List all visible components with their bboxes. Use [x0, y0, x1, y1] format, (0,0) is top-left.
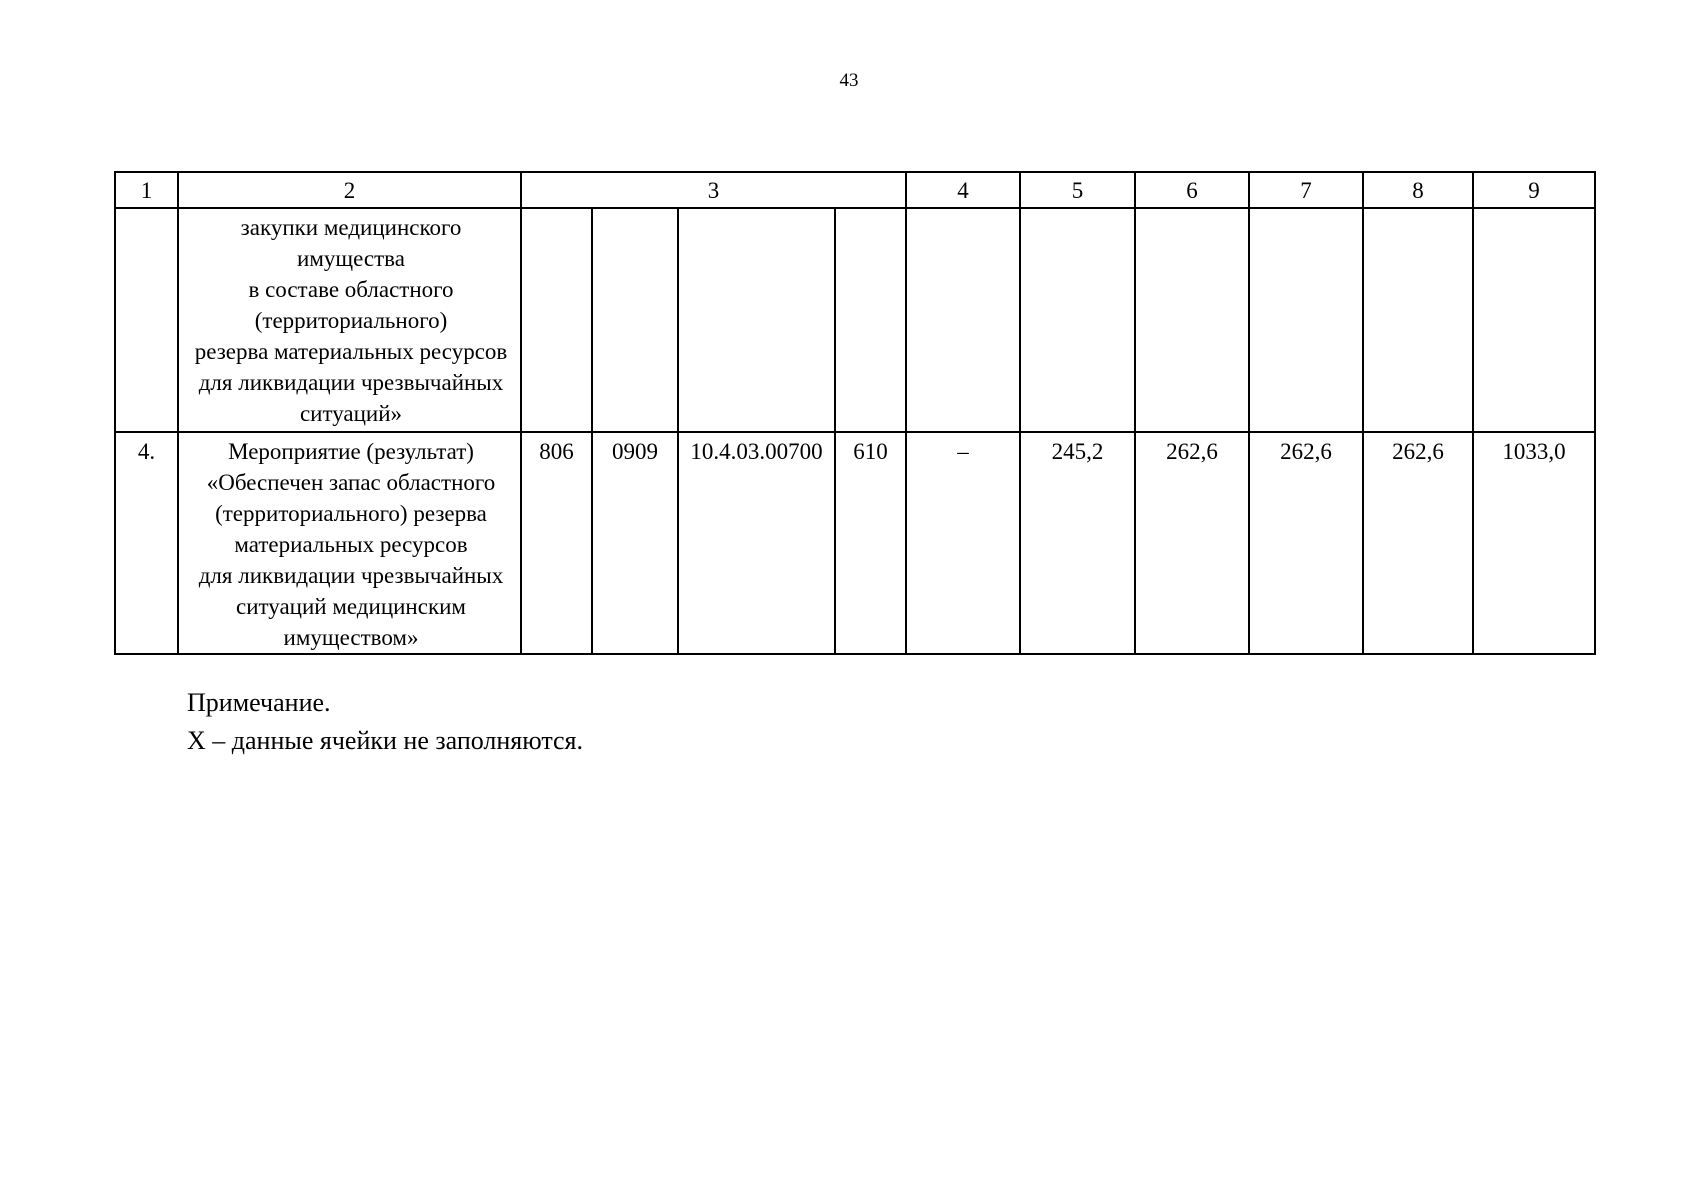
cell-col-8: 262,6 [1363, 432, 1473, 654]
description-line: для ликвидации чрезвычайных [198, 563, 504, 588]
cell-col-7: 262,6 [1249, 432, 1363, 654]
description-line: (территориального) [254, 308, 448, 333]
description-line: в составе областного [248, 277, 454, 302]
code-expense-type [835, 208, 906, 432]
description-line: имуществом» [283, 625, 419, 650]
column-number-2: 2 [178, 172, 521, 208]
cell-col-8 [1363, 208, 1473, 432]
code-department: 806 [521, 432, 592, 654]
table-row [115, 208, 1595, 432]
column-number-3: 3 [521, 172, 906, 208]
description-line: имущества [297, 246, 405, 271]
code-department [521, 208, 592, 432]
row-description [178, 208, 521, 432]
table-note [187, 684, 583, 760]
note-title: Примечание. [187, 688, 331, 717]
column-number-9: 9 [1473, 172, 1595, 208]
column-number-1: 1 [115, 172, 178, 208]
cell-col-9: 1033,0 [1473, 432, 1595, 654]
description-line: для ликвидации чрезвычайных [198, 370, 504, 395]
row-description [178, 432, 521, 654]
note-text: Х – данные ячейки не заполняются. [187, 726, 584, 755]
cell-col-6 [1135, 208, 1249, 432]
code-section: 0909 [592, 432, 678, 654]
description-line: резерва материальных ресурсов [194, 339, 508, 364]
description-line: закупки медицинского [240, 215, 462, 240]
description-line: Мероприятие (результат) [228, 439, 474, 464]
description-line: ситуаций» [299, 401, 403, 426]
cell-col-9 [1473, 208, 1595, 432]
table-row [115, 432, 1595, 654]
code-section [592, 208, 678, 432]
cell-col-5: 245,2 [1020, 432, 1135, 654]
description-line: (территориального) резерва [215, 501, 487, 526]
column-number-5: 5 [1020, 172, 1135, 208]
cell-col-4 [906, 208, 1020, 432]
description-line: «Обеспечен запас областного [206, 470, 496, 495]
row-number: 4. [115, 432, 178, 654]
column-number-4: 4 [906, 172, 1020, 208]
description-line: ситуаций медицинским [236, 594, 466, 619]
budget-table [114, 171, 1596, 655]
row-number [115, 208, 178, 432]
column-number-7: 7 [1249, 172, 1363, 208]
column-number-row [115, 172, 1595, 208]
column-number-8: 8 [1363, 172, 1473, 208]
page-number: 43 [839, 70, 859, 91]
cell-col-5 [1020, 208, 1135, 432]
cell-col-6: 262,6 [1135, 432, 1249, 654]
description-line: материальных ресурсов [234, 532, 468, 557]
code-target-article [678, 208, 835, 432]
cell-col-4: – [906, 432, 1020, 654]
cell-col-7 [1249, 208, 1363, 432]
code-expense-type: 610 [835, 432, 906, 654]
code-target-article: 10.4.03.00700 [678, 432, 835, 654]
column-number-6: 6 [1135, 172, 1249, 208]
